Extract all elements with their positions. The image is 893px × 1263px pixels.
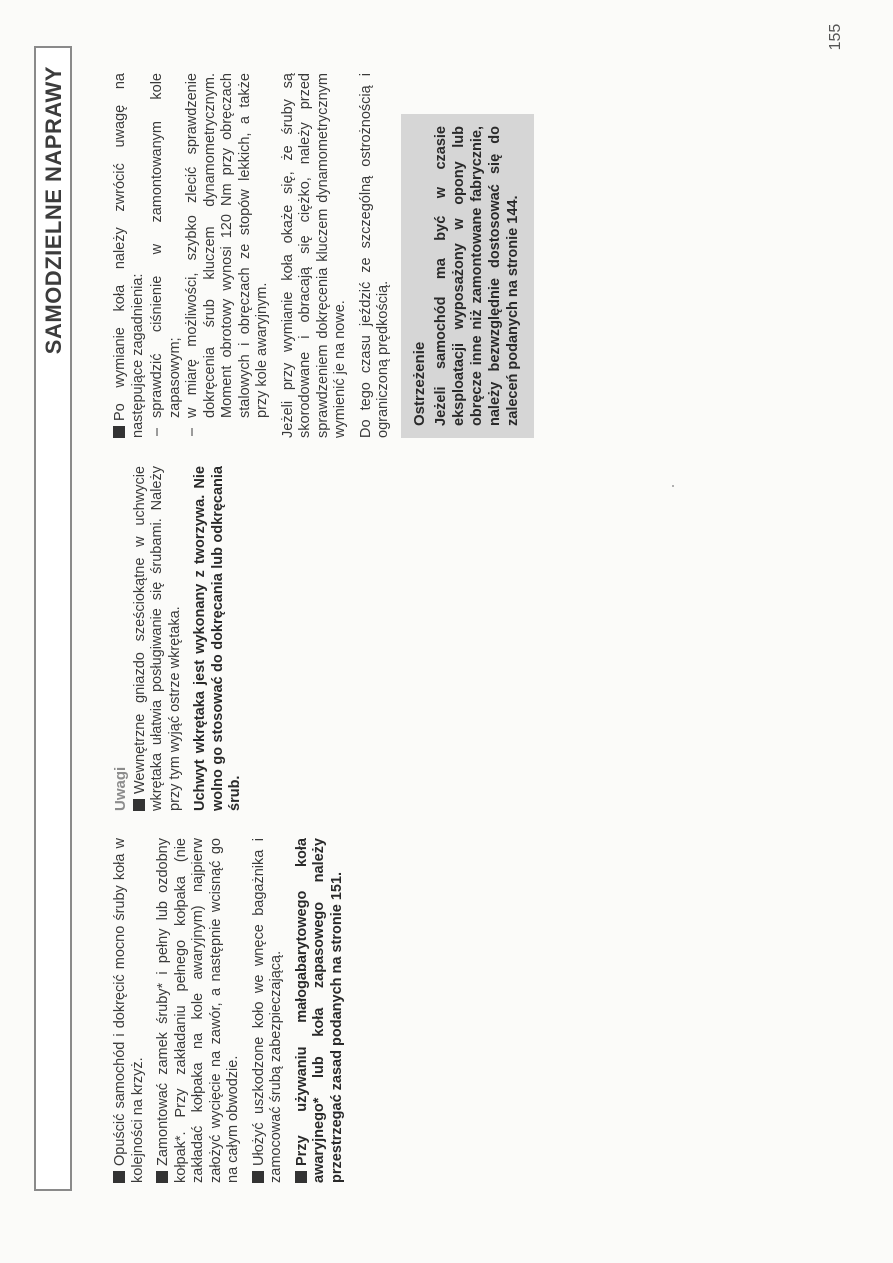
warning-body: Jeżeli samochód ma być w czasie eksploatacji wyposażony w opony lub obręcze inne niż zamontowane fabrycznie, należy bezwzględnie dostosować się do zaleceń podanych na stronie 144. [433, 126, 521, 426]
paragraph: Wewnętrzne gniazdo sześciokątne w uchwycie wkrętaka ułatwia posługiwanie się śrubami. Należy przy tym wyjąć ostrze wkrętaka. [131, 466, 183, 811]
warning-box [401, 114, 535, 438]
paragraph: Zamontować zamek śruby* i pełny lub ozdobny kołpak*. Przy zakładaniu pełnego kołpaka (nie zakładać kołpaka na kole awaryjnym) najpierw założyć wycięcie na zawór, a następnie wcisnąć go na całym obwodzie. [155, 838, 241, 1183]
paragraph-bold: Uchwyt wkrętaka jest wykonany z tworzywa. Nie wolno go stosować do dokręcania lub odkręcania śrub. [192, 466, 243, 811]
rotated-page-content [26, 41, 866, 1221]
paragraph-bold: Przy używaniu małogabarytowego koła awaryjnego* lub koła zapasowego należy przestrzegać zasad podanych na stronie 151. [293, 838, 345, 1183]
bullet-square-icon [113, 426, 125, 438]
paragraph: Jeżeli przy wymianie koła okaże się, że śruby są skorodowane i obracają się ciężko, należy przed sprawdzeniem dokręcenia kluczem dynamometrycznym wymienić je na nowe. [279, 73, 348, 438]
bullet-square-icon [252, 1171, 264, 1183]
page-number: 155 [827, 23, 844, 51]
page-title: SAMODZIELNE NAPRAWY [41, 66, 66, 355]
column-right [112, 73, 534, 438]
list-item: – w miarę możliwości, szybko zlecić sprawdzenie dokręcenia śrub kluczem dynamometrycznym. Moment obrotowy wynosi 120 Nm przy obręczach stalowych i obręczach ze stopów lekkich, a także przy kole awaryjnym. [184, 73, 272, 438]
warning-title: Ostrzeżenie [410, 341, 428, 426]
paragraph: Do tego czasu jeździć ze szczególną ostrożnością i ograniczoną prędkością. [357, 73, 391, 438]
paragraph: Ułożyć uszkodzone koło we wnęce bagażnika i zamocować śrubą zabezpieczającą. [250, 838, 284, 1183]
bullet-square-icon [113, 1171, 125, 1183]
bullet-square-icon [133, 799, 145, 811]
list-item: – sprawdzić ciśnienie w zamontowanym kole zapasowym; [149, 73, 184, 438]
header-box [34, 46, 72, 1191]
bullet-square-icon [295, 1171, 307, 1183]
bullet-square-icon [156, 1171, 168, 1183]
dash-list [149, 73, 272, 438]
column-left [112, 838, 354, 1183]
paragraph: Po wymianie koła należy zwrócić uwagę na następujące zagadnienia: [112, 73, 146, 438]
notes-heading: Uwagi [112, 766, 129, 811]
column-middle [112, 466, 253, 811]
paragraph: Opuścić samochód i dokręcić mocno śruby koła w kolejności na krzyż. [112, 838, 146, 1183]
